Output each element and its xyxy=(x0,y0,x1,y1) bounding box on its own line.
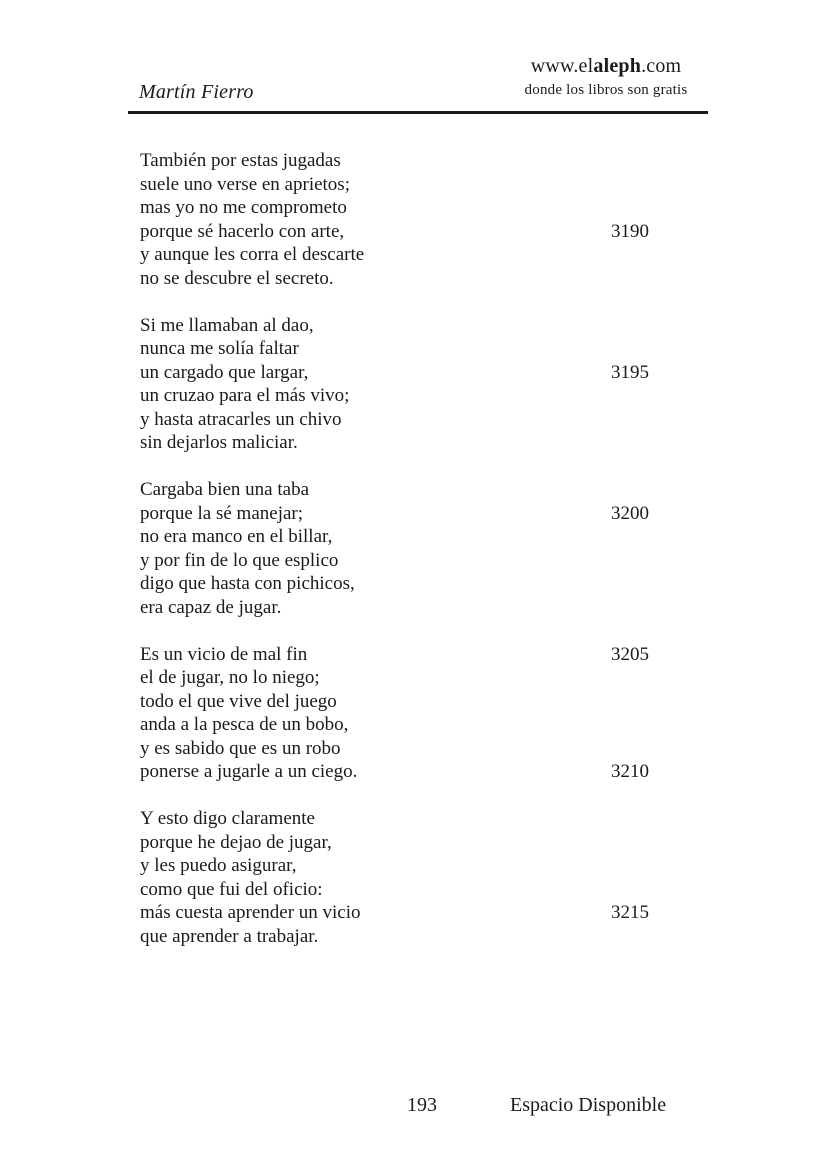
poem-line xyxy=(140,384,685,408)
poem-line-text: un cruzao para el más vivo; xyxy=(140,385,350,406)
poem-line-text: anda a la pesca de un bobo, xyxy=(140,714,349,735)
poem-line-text: el de jugar, no lo niego; xyxy=(140,667,320,688)
poem-line xyxy=(140,713,685,737)
running-title: Martín Fierro xyxy=(139,81,254,103)
poem-line-text: como que fui del oficio: xyxy=(140,878,323,900)
poem-line-text: que aprender a trabajar. xyxy=(140,925,319,947)
poem-line xyxy=(140,760,685,784)
poem-line-text: También por estas jugadas xyxy=(140,150,341,171)
poem-line-text: un cargado que largar, xyxy=(140,361,309,383)
poem-line xyxy=(140,831,685,855)
poem-line-text: era capaz de jugar. xyxy=(140,596,282,618)
poem-line-text: digo que hasta con pichicos, xyxy=(140,573,355,594)
poem-line xyxy=(140,549,685,573)
site-url-suffix: .com xyxy=(641,55,682,77)
poem-line-text: y por fin de lo que esplico xyxy=(140,549,339,571)
site-tagline: donde los libros son gratis xyxy=(524,82,688,98)
poem-line xyxy=(140,220,685,244)
poem-line-text: mas yo no me comprometo xyxy=(140,197,347,218)
stanza xyxy=(140,314,685,455)
poem-line-text: nunca me solía faltar xyxy=(140,338,299,359)
poem-line-text: Si me llamaban al dao, xyxy=(140,314,314,336)
poem-line-text: ponerse a jugarle a un ciego. xyxy=(140,761,358,782)
poem xyxy=(140,149,685,972)
poem-line xyxy=(140,196,685,220)
site-url-prefix: www.el xyxy=(530,55,594,77)
page-footer xyxy=(0,1094,828,1120)
poem-line-text: porque he dejao de jugar, xyxy=(140,831,332,853)
site-branding xyxy=(476,55,736,99)
poem-line-text: todo el que vive del juego xyxy=(140,690,337,712)
poem-line xyxy=(140,149,685,173)
poem-line xyxy=(140,596,685,620)
poem-line xyxy=(140,502,685,526)
verse-number: 3215 xyxy=(611,902,649,923)
verse-number: 3210 xyxy=(611,761,649,782)
stanza xyxy=(140,643,685,784)
poem-line xyxy=(140,173,685,197)
poem-line-text: no era manco en el billar, xyxy=(140,526,333,547)
poem-line xyxy=(140,572,685,596)
poem-line xyxy=(140,666,685,690)
espacio-disponible-label: Espacio Disponible xyxy=(510,1094,667,1116)
poem-line xyxy=(140,408,685,432)
site-url-bold: aleph xyxy=(593,55,642,77)
poem-line-text: sin dejarlos maliciar. xyxy=(140,432,298,453)
poem-line-text: no se descubre el secreto. xyxy=(140,267,334,289)
poem-line xyxy=(140,901,685,925)
poem-line-text: y les puedo asigurar, xyxy=(140,855,297,876)
poem-line xyxy=(140,807,685,831)
poem-line-text: y hasta atracarles un chivo xyxy=(140,408,342,430)
stanza xyxy=(140,807,685,948)
poem-line-text: suele uno verse en aprietos; xyxy=(140,173,350,195)
poem-line xyxy=(140,361,685,385)
poem-line-text: Y esto digo claramente xyxy=(140,808,315,829)
stanza xyxy=(140,149,685,290)
poem-line-text: porque sé hacerlo con arte, xyxy=(140,220,345,242)
poem-line-text: porque la sé manejar; xyxy=(140,502,304,524)
poem-line-text: Cargaba bien una taba xyxy=(140,479,309,500)
site-url xyxy=(476,55,736,78)
poem-line xyxy=(140,925,685,949)
poem-line xyxy=(140,431,685,455)
poem-line xyxy=(140,854,685,878)
poem-line xyxy=(140,878,685,902)
poem-line xyxy=(140,337,685,361)
stanza xyxy=(140,478,685,619)
poem-line xyxy=(140,243,685,267)
verse-number: 3200 xyxy=(611,502,649,524)
poem-line xyxy=(140,267,685,291)
verse-number: 3195 xyxy=(611,361,649,383)
poem-line-text: más cuesta aprender un vicio xyxy=(140,902,361,923)
poem-line xyxy=(140,643,685,667)
verse-number: 3190 xyxy=(611,220,649,242)
poem-line xyxy=(140,478,685,502)
poem-line xyxy=(140,525,685,549)
poem-line xyxy=(140,690,685,714)
header-rule xyxy=(128,111,708,114)
poem-line xyxy=(140,314,685,338)
verse-number: 3205 xyxy=(611,643,649,665)
poem-line xyxy=(140,737,685,761)
poem-line-text: Es un vicio de mal fin xyxy=(140,643,308,665)
poem-line-text: y aunque les corra el descarte xyxy=(140,244,365,265)
page-number: 193 xyxy=(407,1094,437,1116)
poem-line-text: y es sabido que es un robo xyxy=(140,737,341,759)
